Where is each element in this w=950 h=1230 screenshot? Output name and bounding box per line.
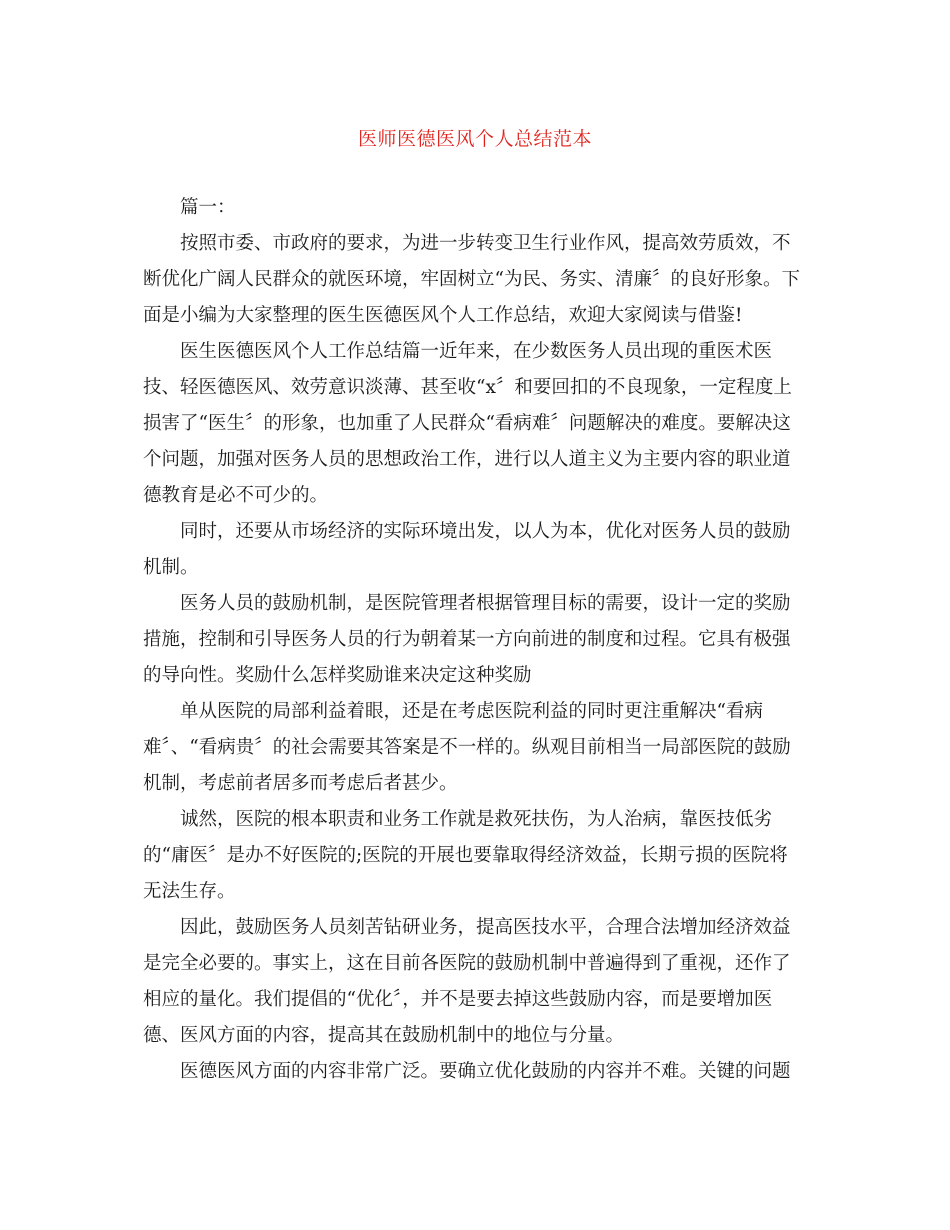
text-line: 医德医风方面的内容非常广泛。要确立优化鼓励的内容并不难。关键的问题 [180, 1061, 791, 1082]
text-line: 损害了“医生〞的形象，也加重了人民群众“看病难〞问题解决的难度。要解决这 [143, 413, 791, 434]
text-line: 诚然，医院的根本职责和业务工作就是救死扶伤，为人治病，靠医技低劣 [180, 809, 773, 830]
document-title: 医师医德医风个人总结范本 [357, 128, 592, 150]
text-line: 面是小编为大家整理的医生医德医风个人工作总结，欢迎大家阅读与借鉴! [143, 305, 743, 326]
text-line: 德、医风方面的内容，提高其在鼓励机制中的地位与分量。 [143, 1025, 625, 1046]
text-line: 德教育是必不可少的。 [143, 485, 329, 506]
text-line: 难〞、“看病贵〞的社会需要其答案是不一样的。纵观目前相当一局部医院的鼓励 [143, 737, 791, 758]
text-line: 的“庸医〞是办不好医院的;医院的开展也要靠取得经济效益，长期亏损的医院将 [143, 845, 788, 866]
text-line: 个问题，加强对医务人员的思想政治工作，进行以人道主义为主要内容的职业道 [143, 449, 791, 470]
text-line: 机制，考虑前者居多而考虑后者甚少。 [143, 773, 458, 794]
text-line: 无法生存。 [143, 881, 236, 902]
text-line: 机制。 [143, 557, 199, 578]
text-line: 篇一： [180, 197, 236, 218]
text-line: 医务人员的鼓励机制，是医院管理者根据管理目标的需要，设计一定的奖励 [180, 593, 791, 614]
text-line: 因此，鼓励医务人员刻苦钻研业务，提高医技水平，合理合法增加经济效益 [180, 917, 791, 938]
text-line: 是完全必要的。事实上，这在目前各医院的鼓励机制中普遍得到了重视，还作了 [143, 953, 791, 974]
text-line: 单从医院的局部利益着眼，还是在考虑医院利益的同时更注重解决“看病 [180, 701, 763, 722]
text-line: 医生医德医风个人工作总结篇一近年来，在少数医务人员出现的重医术医 [180, 341, 773, 362]
text-line: 技、轻医德医风、效劳意识淡薄、甚至收“x〞和要回扣的不良现象，一定程度上 [143, 377, 792, 398]
text-line: 措施，控制和引导医务人员的行为朝着某一方向前进的制度和过程。它具有极强 [143, 629, 791, 650]
text-line: 同时，还要从市场经济的实际环境出发，以人为本，优化对医务人员的鼓励 [180, 521, 791, 542]
text-line: 相应的量化。我们提倡的“优化〞，并不是要去掉这些鼓励内容，而是要增加医 [143, 989, 773, 1010]
text-line: 断优化广阔人民群众的就医环境，牢固树立“为民、务实、清廉〞的良好形象。下 [143, 269, 800, 290]
text-line: 的导向性。奖励什么怎样奖励谁来决定这种奖励 [143, 665, 532, 686]
text-line: 按照市委、市政府的要求，为进一步转变卫生行业作风，提高效劳质效，不 [180, 233, 791, 254]
